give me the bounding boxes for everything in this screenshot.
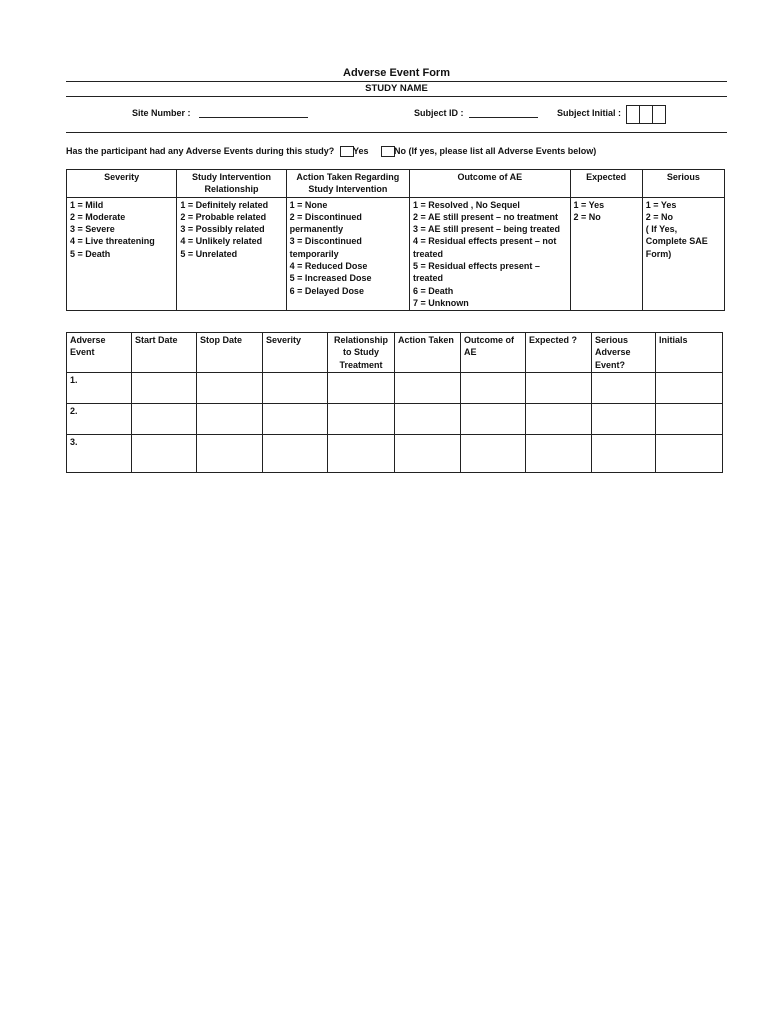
- legend-code: 1 = Mild: [70, 199, 104, 210]
- legend-code: treated: [413, 273, 444, 284]
- outcome-cell[interactable]: [461, 403, 526, 434]
- stop-date-cell[interactable]: [197, 434, 263, 472]
- legend-code: 2 = No: [645, 211, 673, 222]
- legend-code: permanently: [289, 224, 344, 235]
- study-name: STUDY NAME: [365, 83, 428, 94]
- site-number-label: Site Number :: [132, 108, 191, 118]
- legend-code: treated: [413, 248, 444, 259]
- expected-cell[interactable]: [526, 434, 592, 472]
- legend-code: 1 = Yes: [645, 199, 677, 210]
- legend-code: temporarily: [289, 248, 339, 259]
- legend-code: 6 = Delayed Dose: [289, 285, 364, 296]
- legend-code: ( If Yes,: [645, 224, 678, 235]
- relationship-cell[interactable]: [328, 434, 395, 472]
- legend-code: 1 = Definitely related: [180, 199, 269, 210]
- ae-header-severity: Severity: [263, 333, 328, 373]
- site-number-field[interactable]: [199, 117, 308, 118]
- legend-outcome-codes: [410, 197, 570, 311]
- legend-code: 4 = Live threatening: [70, 236, 155, 247]
- stop-date-cell[interactable]: [197, 372, 263, 403]
- initial-box[interactable]: [639, 105, 653, 124]
- divider-study: [66, 96, 727, 97]
- legend-code: 5 = Increased Dose: [289, 273, 372, 284]
- expected-cell[interactable]: [526, 403, 592, 434]
- ae-header-relationship: Relationship to Study Treatment: [328, 333, 395, 373]
- legend-severity-codes: [67, 197, 177, 311]
- outcome-cell[interactable]: [461, 434, 526, 472]
- legend-code: 2 = AE still present – no treatment: [413, 211, 558, 222]
- legend-code: 4 = Residual effects present – not: [413, 236, 557, 247]
- subject-id-label: Subject ID :: [414, 108, 464, 118]
- legend-code: 5 = Unrelated: [180, 248, 238, 259]
- table-row: [67, 403, 723, 434]
- legend-body-row: [67, 197, 725, 311]
- action-taken-cell[interactable]: [395, 434, 461, 472]
- ae-header-expected: Expected ?: [526, 333, 592, 373]
- legend-code: Complete SAE: [645, 236, 708, 247]
- legend-relationship-codes: [177, 197, 286, 311]
- legend-code: 2 = Probable related: [180, 211, 267, 222]
- legend-header-expected: Expected: [570, 170, 642, 198]
- serious-cell[interactable]: [592, 403, 656, 434]
- expected-cell[interactable]: [526, 372, 592, 403]
- initials-cell[interactable]: [656, 434, 723, 472]
- ae-header-outcome: Outcome of AE: [461, 333, 526, 373]
- legend-code: 5 = Residual effects present –: [413, 261, 540, 272]
- initial-box[interactable]: [652, 105, 666, 124]
- yes-label: Yes: [353, 146, 369, 156]
- ae-header-row: [67, 333, 723, 373]
- legend-code: 4 = Unlikely related: [180, 236, 263, 247]
- yes-checkbox[interactable]: [340, 146, 354, 157]
- legend-code: 5 = Death: [70, 248, 111, 259]
- ae-header-action-taken: Action Taken: [395, 333, 461, 373]
- action-taken-cell[interactable]: [395, 372, 461, 403]
- legend-code: 6 = Death: [413, 285, 454, 296]
- legend-header-action: Action Taken Regarding Study Intervention: [286, 170, 409, 198]
- legend-code: 2 = Discontinued: [289, 211, 362, 222]
- ae-header-start-date: Start Date: [132, 333, 197, 373]
- action-taken-cell[interactable]: [395, 403, 461, 434]
- row-number: 3.: [67, 434, 132, 472]
- divider-top: [66, 81, 727, 82]
- divider-header: [66, 132, 727, 133]
- no-checkbox[interactable]: [381, 146, 395, 157]
- form-title: Adverse Event Form: [343, 67, 450, 79]
- coding-legend-table: [66, 169, 725, 311]
- legend-header-severity: Severity: [67, 170, 177, 198]
- legend-code: Form): [645, 248, 672, 259]
- severity-cell[interactable]: [263, 372, 328, 403]
- no-label: No (If yes, please list all Adverse Events below): [394, 146, 597, 156]
- severity-cell[interactable]: [263, 403, 328, 434]
- legend-code: 3 = Discontinued: [289, 236, 362, 247]
- legend-code: 4 = Reduced Dose: [289, 261, 368, 272]
- ae-header-serious: Serious Adverse Event?: [592, 333, 656, 373]
- row-number: 1.: [67, 372, 132, 403]
- legend-code: 3 = AE still present – being treated: [413, 224, 560, 235]
- start-date-cell[interactable]: [132, 372, 197, 403]
- legend-expected-codes: [570, 197, 642, 311]
- initial-box[interactable]: [626, 105, 640, 124]
- adverse-events-question: Has the participant had any Adverse Events during this study?: [66, 146, 335, 156]
- legend-header-serious: Serious: [642, 170, 724, 198]
- legend-code: 1 = None: [289, 199, 328, 210]
- legend-header-outcome: Outcome of AE: [410, 170, 570, 198]
- legend-code: 2 = No: [573, 211, 601, 222]
- outcome-cell[interactable]: [461, 372, 526, 403]
- legend-code: 1 = Resolved , No Sequel: [413, 199, 520, 210]
- subject-id-field[interactable]: [469, 117, 538, 118]
- serious-cell[interactable]: [592, 434, 656, 472]
- legend-code: 3 = Severe: [70, 224, 115, 235]
- initials-cell[interactable]: [656, 403, 723, 434]
- subject-initial-boxes[interactable]: [626, 105, 665, 124]
- legend-code: 1 = Yes: [573, 199, 605, 210]
- adverse-events-table: [66, 332, 723, 473]
- start-date-cell[interactable]: [132, 403, 197, 434]
- ae-header-stop-date: Stop Date: [197, 333, 263, 373]
- table-row: [67, 372, 723, 403]
- subject-initial-label: Subject Initial :: [557, 108, 622, 118]
- legend-code: 7 = Unknown: [413, 297, 469, 308]
- severity-cell[interactable]: [263, 434, 328, 472]
- initials-cell[interactable]: [656, 372, 723, 403]
- legend-code: 2 = Moderate: [70, 211, 126, 222]
- legend-header-relationship: Study Intervention Relationship: [177, 170, 286, 198]
- ae-header-initials: Initials: [656, 333, 723, 373]
- legend-header-row: [67, 170, 725, 198]
- stop-date-cell[interactable]: [197, 403, 263, 434]
- start-date-cell[interactable]: [132, 434, 197, 472]
- table-row: [67, 434, 723, 472]
- ae-header-adverse-event: Adverse Event: [67, 333, 132, 373]
- relationship-cell[interactable]: [328, 372, 395, 403]
- row-number: 2.: [67, 403, 132, 434]
- legend-serious-codes: [642, 197, 724, 311]
- legend-code: 3 = Possibly related: [180, 224, 265, 235]
- legend-action-codes: [286, 197, 409, 311]
- serious-cell[interactable]: [592, 372, 656, 403]
- relationship-cell[interactable]: [328, 403, 395, 434]
